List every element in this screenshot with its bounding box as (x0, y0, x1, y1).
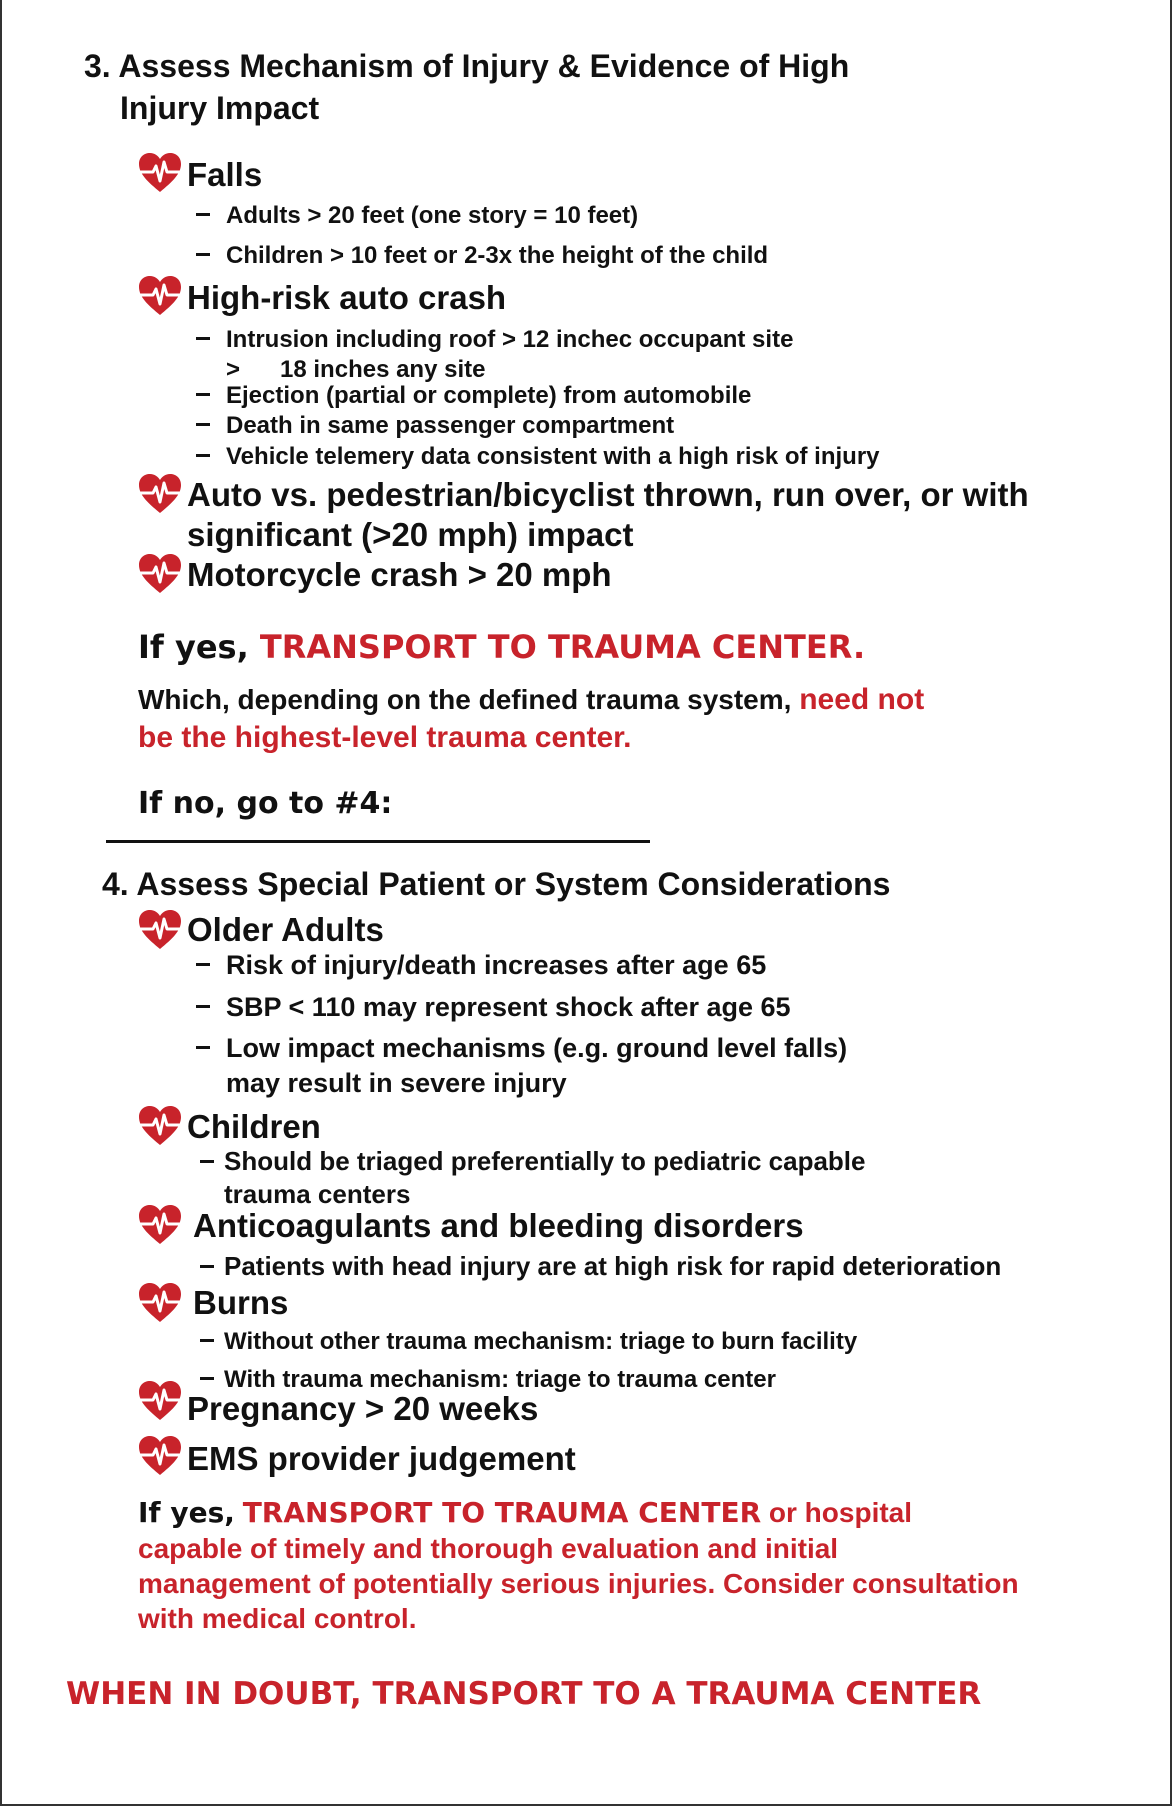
heart-ecg-icon (138, 473, 182, 515)
section3-disposition: If yes, TRANSPORT TO TRAUMA CENTER. (138, 628, 866, 666)
section3-title-line2: Injury Impact (120, 90, 320, 126)
list-item: Vehicle telemery data consistent with a high risk of injury (196, 443, 880, 471)
footer-warning: WHEN IN DOUBT, TRANSPORT TO A TRAUMA CENTER (66, 1676, 982, 1712)
list-item: Adults > 20 feet (one story = 10 feet) (196, 202, 638, 230)
older-adults-label: Older Adults (187, 911, 384, 948)
heart-ecg-icon (138, 1435, 182, 1477)
pedestrian-label-line1: Auto vs. pedestrian/bicyclist thrown, run over, or with (187, 476, 1029, 513)
section4-title: 4. Assess Special Patient or System Considerations (102, 866, 891, 902)
list-item: Death in same passenger compartment (196, 412, 674, 440)
section-divider (106, 840, 650, 843)
heart-ecg-icon (138, 553, 182, 595)
section3-if-no: If no, go to #4: (138, 786, 393, 821)
section4-disposition-line4: with medical control. (138, 1603, 417, 1634)
anticoagulants-label: Anticoagulants and bleeding disorders (193, 1207, 804, 1244)
falls-label: Falls (187, 156, 263, 193)
list-item: Should be triaged preferentially to pediatric capable (200, 1146, 865, 1177)
list-item: Ejection (partial or complete) from automobile (196, 382, 751, 410)
list-item-continued: may result in severe injury (226, 1068, 567, 1098)
pregnancy-label: Pregnancy > 20 weeks (187, 1390, 539, 1427)
list-item: Intrusion including roof > 12 inchec occupant site (196, 326, 793, 354)
auto-crash-label: High-risk auto crash (187, 279, 507, 316)
ems-judgement-label: EMS provider judgement (187, 1440, 576, 1477)
list-item: Without other trauma mechanism: triage to burn facility (200, 1328, 857, 1356)
heart-ecg-icon (138, 275, 182, 317)
section3-title-line1: 3. Assess Mechanism of Injury & Evidence of High (84, 48, 850, 84)
children-label: Children (187, 1108, 321, 1145)
burns-label: Burns (193, 1284, 289, 1321)
section4-disposition-line2: capable of timely and thorough evaluation and initial (138, 1533, 839, 1564)
list-item: Patients with head injury are at high risk for rapid deterioration (200, 1251, 1001, 1282)
section3-note-line1: Which, depending on the defined trauma system, need not (138, 683, 925, 716)
motorcycle-label: Motorcycle crash > 20 mph (187, 556, 612, 593)
list-item: With trauma mechanism: triage to trauma center (200, 1366, 776, 1394)
list-item: Children > 10 feet or 2-3x the height of the child (196, 242, 768, 270)
list-item: SBP < 110 may represent shock after age 65 (196, 992, 791, 1023)
section4-disposition-line1: If yes, TRANSPORT TO TRAUMA CENTER or hospital (138, 1496, 913, 1529)
heart-ecg-icon (138, 1204, 182, 1246)
list-item: Low impact mechanisms (e.g. ground level falls) (196, 1033, 847, 1064)
heart-ecg-icon (138, 1282, 182, 1324)
heart-ecg-icon (138, 1380, 182, 1422)
pedestrian-label-line2: significant (>20 mph) impact (187, 516, 634, 553)
list-item-continued: trauma centers (224, 1179, 411, 1209)
list-item: Risk of injury/death increases after age 65 (196, 950, 766, 981)
heart-ecg-icon (138, 909, 182, 951)
heart-ecg-icon (138, 1105, 182, 1147)
list-item-continued: > 18 inches any site (226, 356, 486, 383)
section3-note-line2: be the highest-level trauma center. (138, 721, 632, 754)
section4-disposition-line3: management of potentially serious injuries. Consider consultation (138, 1568, 1019, 1599)
heart-ecg-icon (138, 152, 182, 194)
